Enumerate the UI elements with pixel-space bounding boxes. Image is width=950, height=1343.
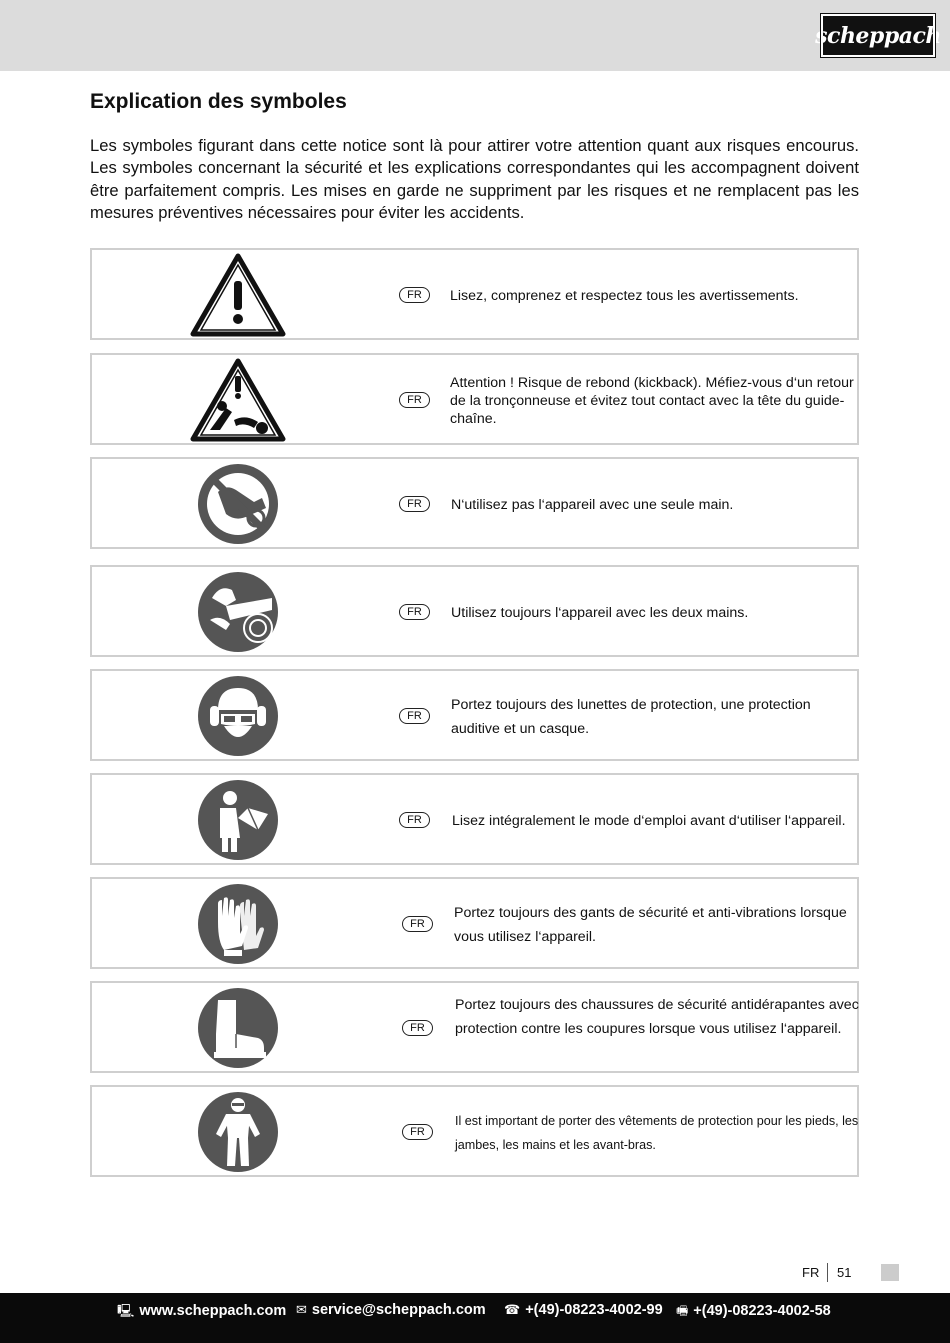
read-manual-icon [188,777,288,863]
lang-badge: FR [399,812,430,828]
protective-clothing-icon [188,1089,288,1175]
symbol-description: Lisez, comprenez et respectez tous les avertissements. [450,288,799,304]
footer-email[interactable] [296,1302,486,1318]
page-separator [827,1263,828,1282]
page-title: Explication des symboles [90,90,347,113]
lang-badge: FR [402,1020,433,1036]
lang-badge: FR [399,708,430,724]
symbol-row [90,353,859,445]
lang-badge: FR [399,392,430,408]
email-text: service@scheppach.com [311,1302,486,1318]
warning-exclamation-icon [188,252,288,338]
page-marker [881,1264,899,1281]
page-lang: FR [802,1265,820,1280]
helmet-goggles-earmuffs-icon [188,673,288,759]
brand-logo: scheppach [821,14,935,57]
footer-website[interactable] [117,1302,286,1324]
symbol-row [90,773,859,865]
phone-text: +(49)-08223-4002-99 [525,1302,663,1318]
lang-badge: FR [402,916,433,932]
symbol-row [90,457,859,549]
symbol-description: Portez toujours des chaussures de sécurité antidérapantes avec protection contre les coupures lorsque vous utilisez l‘appareil. [455,997,859,1037]
lang-badge: FR [399,496,430,512]
no-one-hand-use-icon [188,461,288,547]
footer-fax[interactable] [676,1302,831,1324]
fax-text: +(49)-08223-4002-58 [693,1303,831,1319]
symbol-description: Attention ! Risque de rebond (kickback). Méfiez-vous d‘un retour de la tronçonneuse et évitez tout contact avec la tête du guide-chaîne. [450,375,854,427]
symbol-row [90,248,859,340]
lang-badge: FR [402,1124,433,1140]
symbol-description: Lisez intégralement le mode d‘emploi avant d‘utiliser l‘appareil. [452,813,846,829]
symbol-description: Utilisez toujours l‘appareil avec les deux mains. [451,605,749,621]
lang-badge: FR [399,287,430,303]
footer-bar [0,1293,950,1343]
two-hands-use-icon [188,569,288,655]
kickback-warning-icon [188,357,288,443]
symbol-row [90,981,859,1073]
symbol-row [90,669,859,761]
mail-icon: ✉ [296,1302,307,1317]
symbol-description: Il est important de porter des vêtements de protection pour les pieds, les jambes, les mains et les avant-bras. [455,1114,859,1152]
phone-icon: ☎ [504,1302,521,1317]
lang-badge: FR [399,604,430,620]
safety-gloves-icon [188,881,288,967]
footer-phone[interactable] [504,1302,663,1318]
symbol-description: Portez toujours des gants de sécurité et anti-vibrations lorsque vous utilisez l‘appareil. [454,905,847,945]
fax-icon: 🖷 [676,1303,689,1318]
safety-boots-icon [188,985,288,1071]
symbol-description: Portez toujours des lunettes de protection, une protection auditive et un casque. [451,697,811,737]
intro-paragraph: Les symboles figurant dans cette notice sont là pour attirer votre attention quant aux risques encourus. Les symboles concernant la sécurité et les explications correspondantes qui les accompagnent doivent être parfaitement compris. Les mises en garde ne suppriment par les risques et ne remplacent pas les mesures préventives nécessaires pour éviter les accidents. [90,136,859,222]
symbol-row [90,1085,859,1177]
symbol-row [90,877,859,969]
symbol-description: N‘utilisez pas l‘appareil avec une seule main. [451,497,734,513]
computer-icon: 🖳 [117,1303,135,1318]
header-band [0,0,950,71]
page-number: 51 [837,1265,852,1280]
symbol-row [90,565,859,657]
website-text: www.scheppach.com [139,1303,287,1319]
